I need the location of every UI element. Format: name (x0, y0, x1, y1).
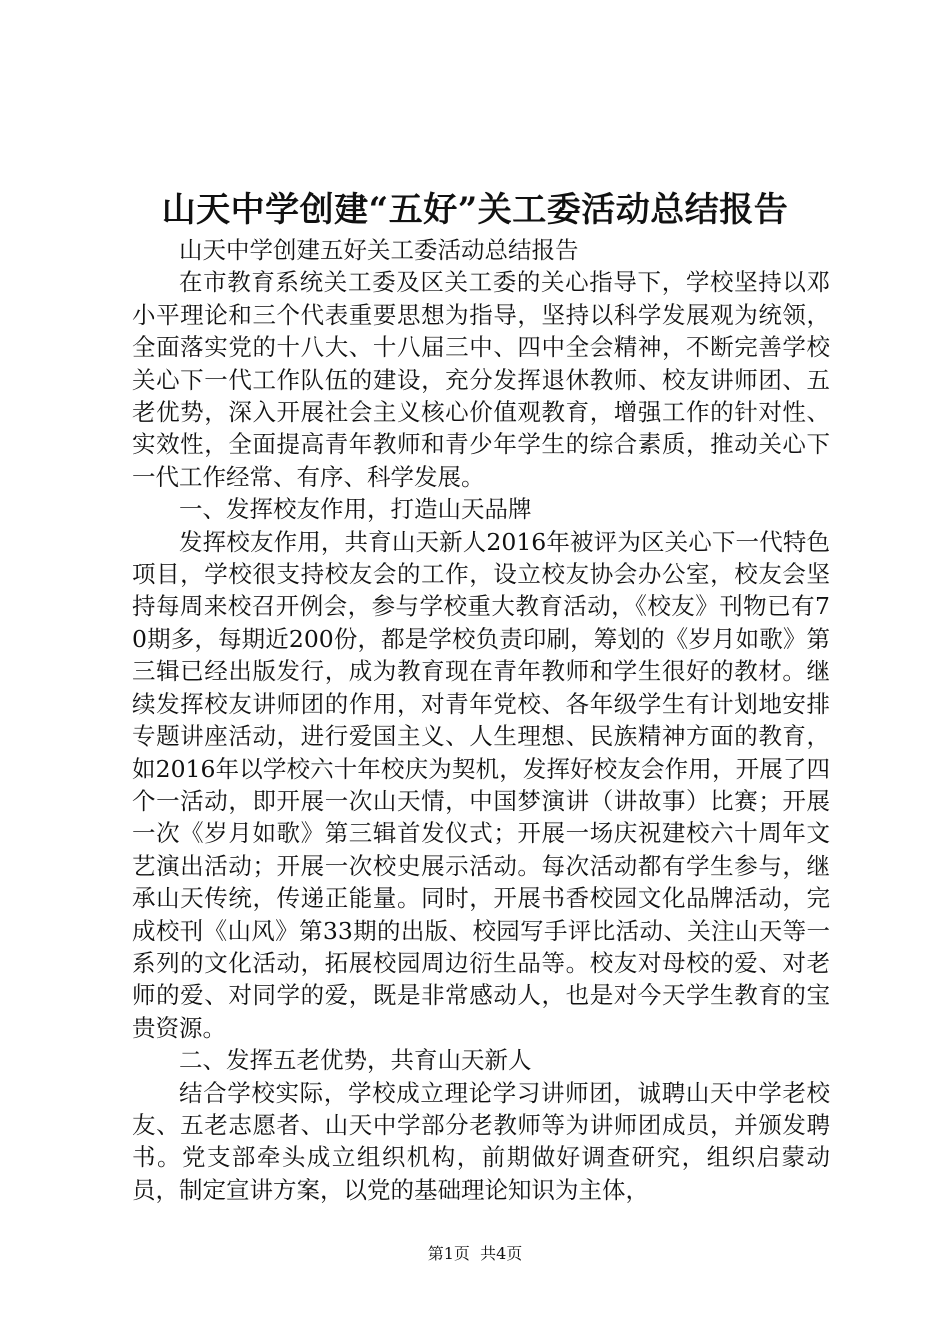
section-heading-2: 二、发挥五老优势，共育山天新人 (179, 1046, 532, 1075)
page-footer (0, 1243, 950, 1265)
section-1-paragraph: 发挥校友作用，共育山天新人2016年被评为区关心下一代特色项目，学校很支持校友会的工作，设立校友协会办公室，校友会坚持每周来校召开例会，参与学校重大教育活动，《校友》刊物已有70期多，每期近200份，都是学校负责印刷，筹划的《岁月如歌》第三辑已经出版发行，成为教育现在青年教师和学生很好的教材。继续发挥校友讲师团的作用，对青年党校、各年级学生有计划地安排专题讲座活动，进行爱国主义、人生理想、民族精神方面的教育，如2016年以学校六十年校庆为契机，发挥好校友会作用，开展了四个一活动，即开展一次山天情，中国梦演讲（讲故事）比赛；开展一次《岁月如歌》第三辑首发仪式；开展一场庆祝建校六十周年文艺演出活动；开展一次校史展示活动。每次活动都有学生参与，继承山天传统，传递正能量。同时，开展书香校园文化品牌活动，完成校刊《山风》第33期的出版、校园写手评比活动、关注山天等一系列的文化活动，拓展校园周边衍生品等。校友对母校的爱、对老师的爱、对同学的爱，既是非常感动人，也是对今天学生教育的宝贵资源。 (132, 527, 830, 1042)
page-number-label: 第1页 共4页 (427, 1244, 523, 1263)
section-heading-1: 一、发挥校友作用，打造山天品牌 (179, 495, 532, 524)
subtitle-paragraph: 山天中学创建五好关工委活动总结报告 (179, 236, 579, 264)
document-title: 山天中学创建“五好”关工委活动总结报告 (161, 190, 789, 230)
section-2-paragraph: 结合学校实际，学校成立理论学习讲师团，诚聘山天中学老校友、五老志愿者、山天中学部分老教师等为讲师团成员，并颁发聘书。党支部牵头成立组织机构，前期做好调查研究，组织启蒙动员，制定宣讲方案，以党的基础理论知识为主体， (132, 1078, 830, 1204)
document-body (132, 234, 830, 1206)
intro-paragraph: 在市教育系统关工委及区关工委的关心指导下，学校坚持以邓小平理论和三个代表重要思想为指导，坚持以科学发展观为统领，全面落实党的十八大、十八届三中、四中全会精神，不断完善学校关心下一代工作队伍的建设，充分发挥退休教师、校友讲师团、五老优势，深入开展社会主义核心价值观教育，增强工作的针对性、实效性，全面提高青年教师和青少年学生的综合素质，推动关心下一代工作经常、有序、科学发展。 (132, 268, 830, 491)
